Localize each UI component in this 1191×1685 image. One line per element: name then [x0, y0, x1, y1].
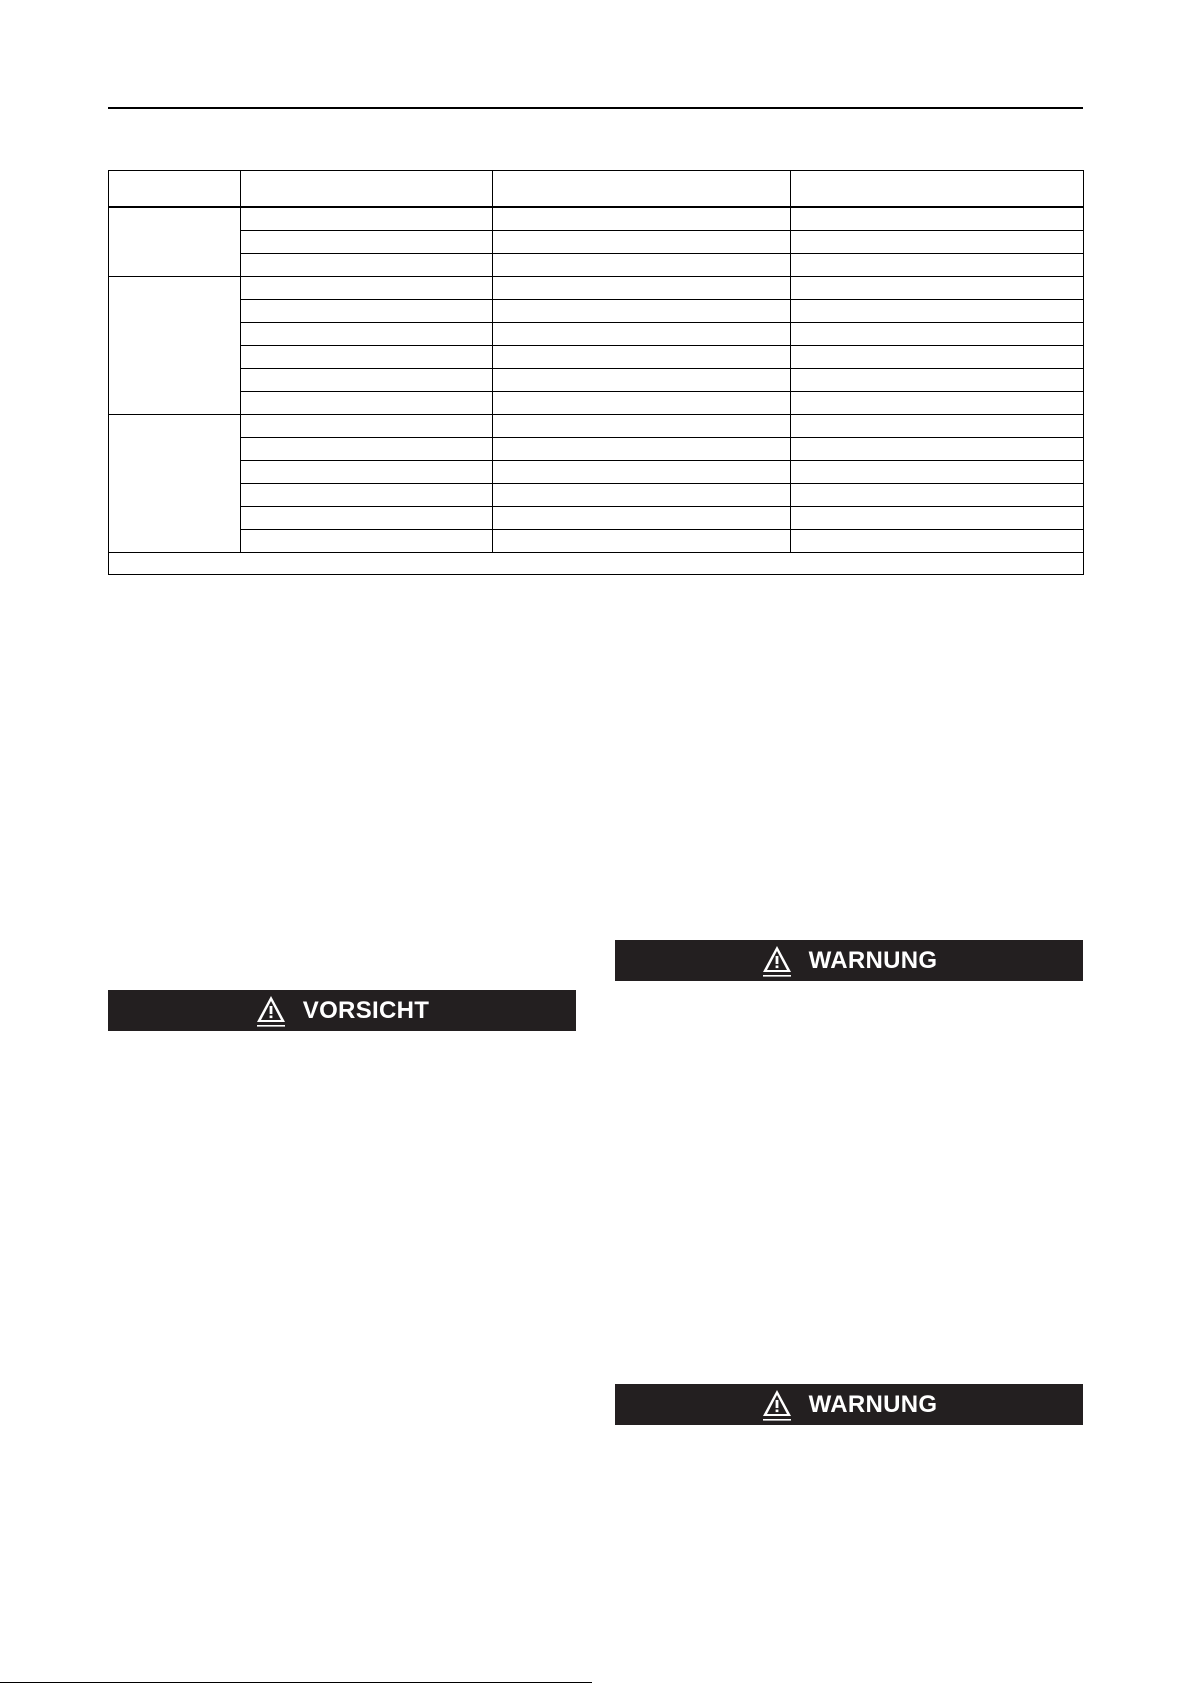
table-header-cell [109, 171, 241, 208]
table-cell [241, 392, 493, 415]
table-cell [791, 277, 1084, 300]
table-cell [241, 231, 493, 254]
table-header-cell [493, 171, 791, 208]
table-cell [241, 346, 493, 369]
table-cell [791, 369, 1084, 392]
table-row [109, 461, 1084, 484]
table-cell [493, 507, 791, 530]
header-rule [108, 107, 1083, 109]
table-cell [791, 300, 1084, 323]
table-cell [241, 323, 493, 346]
table-header-cell [791, 171, 1084, 208]
table-footer-row [109, 553, 1084, 575]
table-cell [791, 207, 1084, 231]
table-cell [791, 484, 1084, 507]
warning-label: WARNUNG [808, 947, 938, 974]
table-cell [493, 461, 791, 484]
table-cell [241, 530, 493, 553]
table-cell [241, 461, 493, 484]
table-cell [791, 507, 1084, 530]
table-cell [791, 254, 1084, 277]
table-cell [241, 438, 493, 461]
table-cell [241, 254, 493, 277]
table-header-row [109, 171, 1084, 208]
table-cell [493, 300, 791, 323]
table-cell [241, 507, 493, 530]
table-footer-cell [109, 553, 1084, 575]
warning-triangle-icon [255, 994, 287, 1028]
table-cell [493, 254, 791, 277]
warning-label: WARNUNG [808, 1391, 938, 1418]
table-cell [493, 369, 791, 392]
table-cell [493, 484, 791, 507]
warning-banner-2 [615, 1384, 1083, 1425]
footer-rule [0, 1682, 592, 1683]
table-cell [493, 438, 791, 461]
table-cell [493, 530, 791, 553]
table-group-cell [109, 415, 241, 553]
table-row [109, 300, 1084, 323]
table-cell [791, 415, 1084, 438]
table-cell [493, 392, 791, 415]
caution-banner [108, 990, 576, 1031]
warning-banner-1 [615, 940, 1083, 981]
table-row [109, 415, 1084, 438]
table-cell [241, 369, 493, 392]
warning-triangle-icon [761, 1388, 793, 1422]
table-cell [241, 484, 493, 507]
table-group-cell [109, 207, 241, 277]
table-row [109, 369, 1084, 392]
table-row [109, 438, 1084, 461]
table-row [109, 484, 1084, 507]
table-cell [493, 346, 791, 369]
table-row [109, 277, 1084, 300]
table-cell [791, 323, 1084, 346]
table-cell [493, 277, 791, 300]
table-cell [493, 323, 791, 346]
table-cell [241, 277, 493, 300]
table-row [109, 254, 1084, 277]
table-cell [493, 207, 791, 231]
table-row [109, 323, 1084, 346]
table-cell [791, 438, 1084, 461]
table-cell [791, 346, 1084, 369]
table-header-cell [241, 171, 493, 208]
table-group-cell [109, 277, 241, 415]
table-cell [791, 461, 1084, 484]
table-cell [791, 530, 1084, 553]
caution-label: VORSICHT [302, 997, 430, 1024]
table-row [109, 392, 1084, 415]
table-cell [493, 415, 791, 438]
table-cell [791, 231, 1084, 254]
table-cell [493, 231, 791, 254]
table-cell [241, 207, 493, 231]
table-row [109, 530, 1084, 553]
table-row [109, 231, 1084, 254]
warning-triangle-icon [761, 944, 793, 978]
specification-table [108, 170, 1084, 575]
table-cell [241, 415, 493, 438]
table-cell [791, 392, 1084, 415]
table-cell [241, 300, 493, 323]
table-row [109, 346, 1084, 369]
table-row [109, 207, 1084, 231]
table-row [109, 507, 1084, 530]
